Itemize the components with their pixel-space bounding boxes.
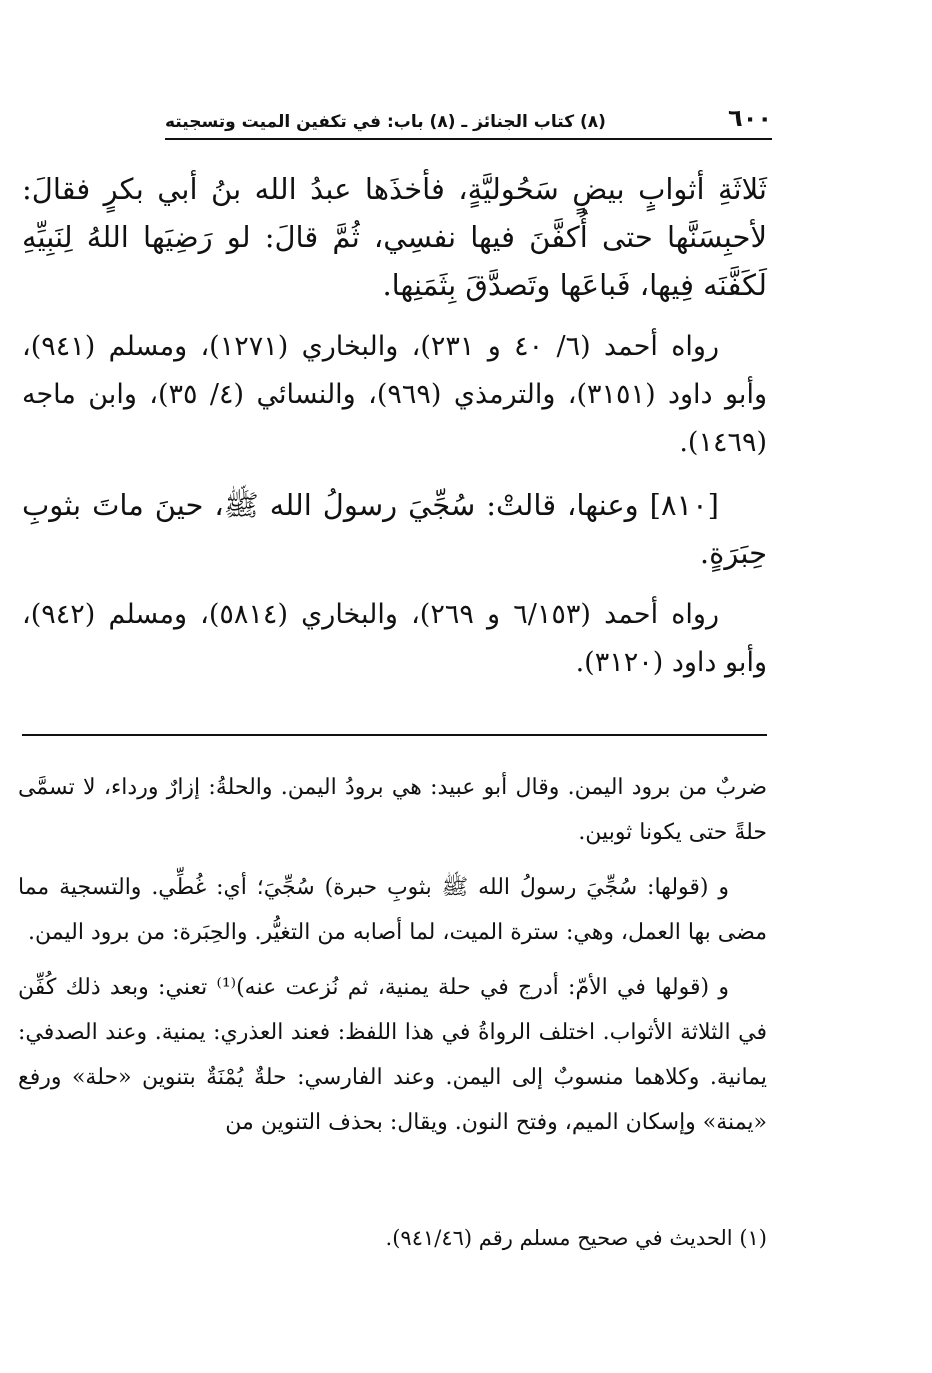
running-title: (٨) كتاب الجنائز ـ (٨) باب: في تكفين الميت وتسجيته bbox=[165, 112, 606, 132]
commentary-paragraph: و (قولها: سُجِّيَ رسولُ الله ﷺ بثوبِ حبرة) سُجِّيَ؛ أي: غُطِّي. والتسجية مما مضى بها العمل، وهي: سترة الميت، لما أصابه من التغيُّر. والحِبَرة: من برود اليمن. bbox=[18, 875, 767, 945]
page-number: ٦٠٠ bbox=[728, 104, 772, 132]
page-header bbox=[165, 104, 772, 140]
commentary-paragraph: و (قولها في الأمّ: أدرج في حلة يمنية، ثم نُزعت عنه)⁽¹⁾ تعني: وبعد ذلك كُفِّن في الثلاثة الأثواب. اختلف الرواةُ في هذا اللفظ: فعند العذري: يمنية. وعند الصدفي: يمانية. وكلاهما منسوبٌ إلى اليمن. وعند الفارسي: حلةٌ يُمْنَةٌ بتنوين «حلة» ورفع «يمنة» وإسكان الميم، وفتح النون. ويقال: بحذف التنوين من bbox=[18, 975, 767, 1135]
commentary bbox=[18, 765, 767, 1155]
hadith-text: ثَلاثَةِ أثوابٍ بيضٍ سَحُوليَّةٍ، فأخذَها عبدُ الله بنُ أبي بكرٍ فقالَ: لأحبِسَنَّها حتى أُكفَّنَ فيها نفسِي، ثُمَّ قالَ: لو رَضِيَها اللهُ لِنَبِيِّهِ لَكَفَّنَه فِيها، فَباعَها وتَصدَّقَ بِثَمَنِها. bbox=[22, 172, 767, 302]
footnote: (١) الحديث في صحيح مسلم رقم (٩٤١/٤٦). bbox=[385, 1226, 767, 1250]
hadith-takhrij: رواه أحمد (٦/ ٤٠ و ٢٣١)، والبخاري (١٢٧١)، ومسلم (٩٤١)، وأبو داود (٣١٥١)، والترمذي (٩٦٩)، والنسائي (٤/ ٣٥)، وابن ماجه (١٤٦٩). bbox=[22, 331, 767, 458]
commentary-divider bbox=[22, 734, 767, 736]
hadith-text: [٨١٠] وعنها، قالتْ: سُجِّيَ رسولُ الله ﷺ، حينَ ماتَ بثوبِ حِبَرَةٍ. bbox=[22, 488, 767, 570]
main-text bbox=[22, 165, 767, 701]
commentary-paragraph: ضربٌ من برود اليمن. وقال أبو عبيد: هي برودُ اليمن. والحلةُ: إزارٌ ورداء، لا تسمَّى حلةً حتى يكونا ثوبين. bbox=[18, 775, 767, 845]
hadith-takhrij: رواه أحمد (٦/١٥٣ و ٢٦٩)، والبخاري (٥٨١٤)، ومسلم (٩٤٢)، وأبو داود (٣١٢٠). bbox=[22, 599, 767, 678]
